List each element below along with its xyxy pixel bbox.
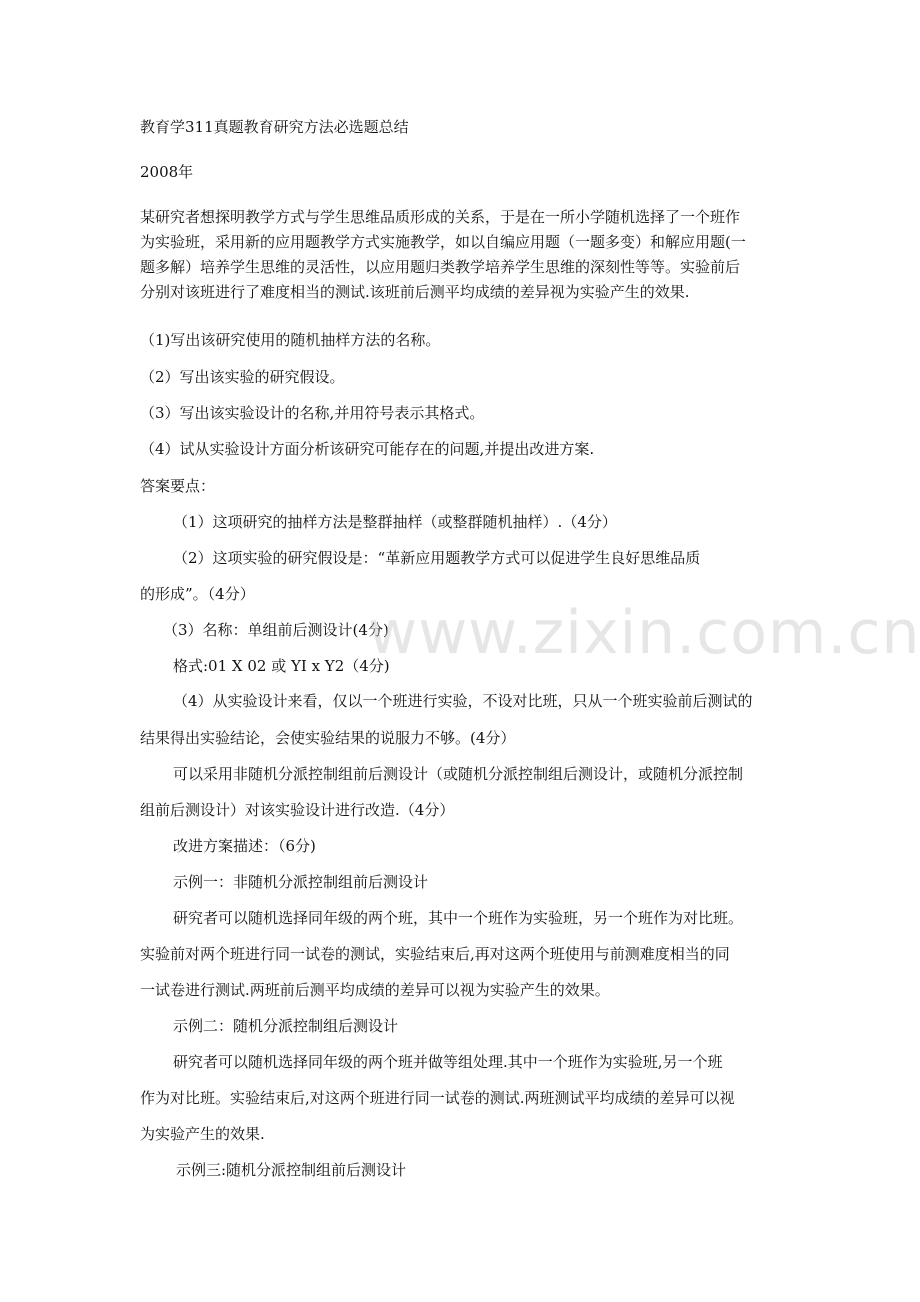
question-paragraph-line: 为实验班，采用新的应用题教学方式实施教学，如以自编应用题（一题多变）和解应用题(一 xyxy=(140,233,746,251)
watermark: www.zixin.com.cn xyxy=(368,598,920,668)
question-paragraph-line: 题多解）培养学生思维的灵活性，以应用题归类教学培养学生思维的深刻性等等。实验前后 xyxy=(140,258,741,276)
question-paragraph-line: 分别对该班进行了难度相当的测试.该班前后测平均成绩的差异视为实验产生的效果. xyxy=(140,283,690,301)
answer-3-name: （3）名称：单组前后测设计(4分) xyxy=(163,621,389,639)
answer-2-line: 的形成”。（4分） xyxy=(140,585,255,603)
example-3-title: 示例三:随机分派控制组前后测设计 xyxy=(176,1161,407,1179)
improvement-description: 改进方案描述：（6分) xyxy=(173,837,316,855)
question-paragraph-line: 某研究者想探明教学方式与学生思维品质形成的关系，于是在一所小学随机选择了一个班作 xyxy=(140,208,741,226)
example-2-line: 为实验产生的效果. xyxy=(140,1125,265,1143)
example-1-line: 一试卷进行测试.两班前后测平均成绩的差异可以视为实验产生的效果。 xyxy=(140,981,610,999)
improvement-line: 可以采用非随机分派控制组前后测设计（或随机分派控制组后测设计，或随机分派控制 xyxy=(173,765,744,783)
example-2-title: 示例二：随机分派控制组后测设计 xyxy=(173,1017,399,1035)
sub-question-2: （2）写出该实验的研究假设。 xyxy=(140,368,345,386)
example-1-title: 示例一：非随机分派控制组前后测设计 xyxy=(173,873,429,891)
answer-3-format: 格式:01 X 02 或 YI x Y2（4分) xyxy=(173,657,390,675)
sub-question-3: （3）写出该实验设计的名称,并用符号表示其格式。 xyxy=(140,404,485,422)
example-2-line: 作为对比班。实验结束后,对这两个班进行同一试卷的测试.两班测试平均成绩的差异可以视 xyxy=(140,1089,735,1107)
answer-2-line: （2）这项实验的研究假设是：“革新应用题教学方式可以促进学生良好思维品质 xyxy=(173,549,701,567)
answer-4-line: （4）从实验设计来看，仅以一个班进行实验，不设对比班，只从一个班实验前后测试的 xyxy=(173,692,753,710)
improvement-line: 组前后测设计）对该实验设计进行改造.（4分） xyxy=(140,801,455,819)
answer-heading: 答案要点： xyxy=(140,477,216,495)
sub-question-4: （4）试从实验设计方面分析该研究可能存在的问题,并提出改进方案. xyxy=(140,440,595,458)
answer-1: （1）这项研究的抽样方法是整群抽样（或整群随机抽样）.（4分） xyxy=(173,513,617,531)
document-title: 教育学311真题教育研究方法必选题总结 xyxy=(140,118,409,136)
example-2-line: 研究者可以随机选择同年级的两个班并做等组处理.其中一个班作为实验班,另一个班 xyxy=(173,1053,723,1071)
example-1-line: 实验前对两个班进行同一试卷的测试，实验结束后,再对这两个班使用与前测难度相当的同 xyxy=(140,945,730,963)
answer-4-line: 结果得出实验结论，会使实验结果的说服力不够。(4分） xyxy=(140,729,516,747)
example-1-line: 研究者可以随机选择同年级的两个班，其中一个班作为实验班，另一个班作为对比班。 xyxy=(173,909,744,927)
sub-question-1: （1)写出该研究使用的随机抽样方法的名称。 xyxy=(140,331,441,349)
document-year: 2008年 xyxy=(140,163,194,181)
